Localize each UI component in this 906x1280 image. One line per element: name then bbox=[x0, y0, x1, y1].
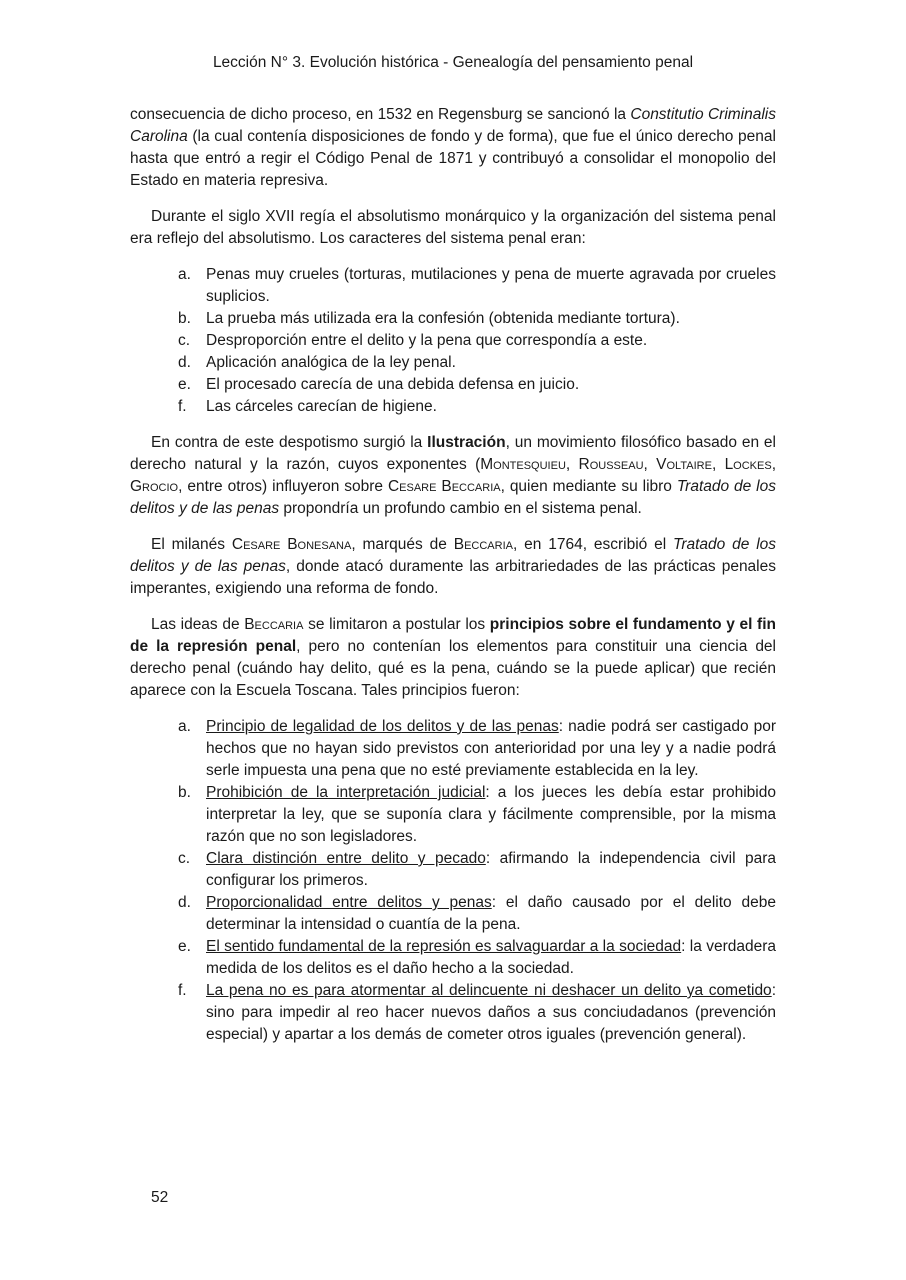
paragraph-absolutismo: Durante el siglo XVII regía el absolutismo monárquico y la organización del sistema penal era reflejo del absolutismo. Los caracteres del sistema penal eran: bbox=[130, 208, 776, 247]
list-item: a. Penas muy crueles (torturas, mutilaciones y pena de muerte agravada por crueles suplicios. bbox=[178, 266, 776, 305]
principle-title: El sentido fundamental de la represión es salvaguardar a la sociedad bbox=[206, 938, 682, 955]
list-item: b. La prueba más utilizada era la confesión (obtenida mediante tortura). bbox=[178, 310, 680, 327]
author-name: Lockes bbox=[724, 456, 772, 473]
principle-title: Principio de legalidad de los delitos y de las penas bbox=[206, 718, 559, 735]
italic-title: Tratado de los delitos y de las penas bbox=[130, 478, 776, 517]
author-name: Grocio bbox=[130, 478, 179, 495]
author-name: Cesare Bonesana bbox=[231, 536, 352, 553]
principle-title: Clara distinción entre delito y pecado bbox=[206, 850, 486, 867]
author-name: Cesare Beccaria bbox=[387, 478, 501, 495]
italic-title: Constitutio Criminalis Carolina bbox=[130, 106, 776, 145]
page-header: Lección N° 3. Evolución histórica - Genealogía del pensamiento penal bbox=[212, 54, 694, 71]
page-number: 52 bbox=[151, 1189, 169, 1206]
author-name: Voltaire bbox=[656, 456, 712, 473]
author-name: Rousseau bbox=[578, 456, 644, 473]
list-item: f. La pena no es para atormentar al delincuente ni deshacer un delito ya cometido: sino para impedir al reo hacer nuevos daños a sus conciudadanos (prevención especial) y apartar a los demás de cometer otros iguales (prevención general). bbox=[178, 982, 776, 1043]
list-item: c. Clara distinción entre delito y pecado: afirmando la independencia civil para configurar los primeros. bbox=[178, 850, 776, 889]
list-item: b. Prohibición de la interpretación judicial: a los jueces les debía estar prohibido interpretar la ley, que se suponía clara y fácilmente comprensible, por la misma razón que no son legisladores. bbox=[178, 784, 776, 845]
paragraph-carolina: consecuencia de dicho proceso, en 1532 en Regensburg se sancionó la Constitutio Criminalis Carolina (la cual contenía disposiciones de fondo y de forma), que fue el único derecho penal hasta que entró a regir el Código Penal de 1871 y contribuyó a consolidar el monopolio del Estado en materia represiva. bbox=[130, 106, 776, 189]
list-item: d. Proporcionalidad entre delitos y penas: el daño causado por el delito debe determinar la intensidad o cuantía de la pena. bbox=[178, 894, 776, 933]
italic-title: Tratado de los delitos y de las penas bbox=[130, 536, 777, 575]
principle-title: Prohibición de la interpretación judicial bbox=[206, 784, 486, 801]
author-name: Beccaria bbox=[244, 616, 304, 633]
bold-term: principios sobre el fundamento y el fin de la represión penal bbox=[130, 616, 776, 655]
author-name: Beccaria bbox=[453, 536, 513, 553]
list-item: d. Aplicación analógica de la ley penal. bbox=[178, 354, 456, 371]
list-caracteres bbox=[130, 264, 776, 418]
list-principios bbox=[130, 716, 776, 1046]
list-item: f. Las cárceles carecían de higiene. bbox=[178, 398, 437, 415]
principle-title: La pena no es para atormentar al delincuente ni deshacer un delito ya cometido bbox=[206, 982, 772, 999]
bold-term: Ilustración bbox=[427, 434, 506, 451]
list-item: c. Desproporción entre el delito y la pena que correspondía a este. bbox=[178, 332, 648, 349]
paragraph-ilustracion: En contra de este despotismo surgió la Ilustración, un movimiento filosófico basado en el derecho natural y la razón, cuyos exponentes (Montesquieu, Rousseau, Voltaire, Lockes, Grocio, entre otros) influyeron sobre Cesare Beccaria, quien mediante su libro Tratado de los delitos y de las penas propondría un profundo cambio en el sistema penal. bbox=[130, 434, 777, 517]
paragraph-beccaria: El milanés Cesare Bonesana, marqués de Beccaria, en 1764, escribió el Tratado de los delitos y de las penas, donde atacó duramente las arbitrariedades de las prácticas penales imperantes, exigiendo una reforma de fondo. bbox=[130, 536, 777, 597]
list-item: e. El procesado carecía de una debida defensa en juicio. bbox=[178, 376, 580, 393]
paragraph-principios: Las ideas de Beccaria se limitaron a postular los principios sobre el fundamento y el fin de la represión penal, pero no contenían los elementos para constituir una ciencia del derecho penal (cuándo hay delito, qué es la pena, cuándo se la puede aplicar) que recién aparece con la Escuela Toscana. Tales principios fueron: bbox=[130, 616, 777, 699]
list-item: a. Principio de legalidad de los delitos y de las penas: nadie podrá ser castigado por hechos que no hayan sido previstos con anterioridad por una ley y a nadie podrá serle impuesta una pena que no esté previamente establecida en la ley. bbox=[178, 718, 776, 779]
author-name: Montesquieu bbox=[480, 456, 566, 473]
list-item: e. El sentido fundamental de la represión es salvaguardar a la sociedad: la verdadera medida de los delitos es el daño hecho a la sociedad. bbox=[178, 938, 776, 977]
principle-title: Proporcionalidad entre delitos y penas bbox=[206, 894, 492, 911]
page-body bbox=[130, 104, 776, 1060]
